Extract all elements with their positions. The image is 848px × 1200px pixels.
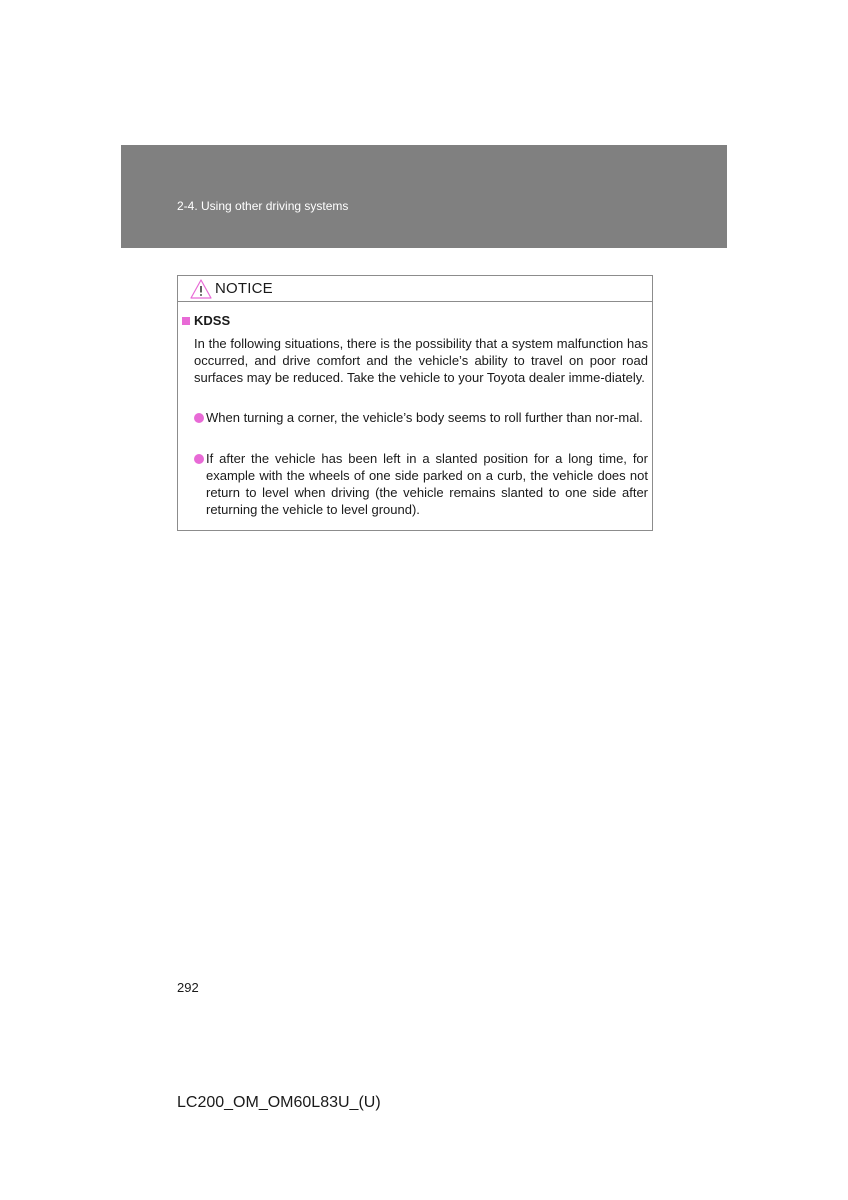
header-band — [121, 145, 727, 248]
document-code: LC200_OM_OM60L83U_(U) — [177, 1094, 381, 1111]
page-number: 292 — [177, 980, 199, 995]
notice-box — [177, 275, 653, 531]
section-title: 2-4. Using other driving systems — [177, 199, 349, 213]
topic-label: KDSS — [194, 313, 231, 328]
notice-header — [178, 276, 652, 302]
list-item-text: When turning a corner, the vehicle’s body seems to roll further than nor-mal. — [206, 410, 643, 425]
square-bullet-icon — [182, 317, 190, 325]
list-item — [194, 450, 648, 518]
circle-bullet-icon — [194, 413, 204, 423]
list-item — [194, 409, 648, 426]
circle-bullet-icon — [194, 454, 204, 464]
list-item-text: If after the vehicle has been left in a slanted position for a long time, for example with the wheels of one side parked on a curb, the vehicle does not return to level when driving (the vehicle remains slanted to one side after returning the vehicle to level ground). — [206, 451, 648, 517]
notice-label: NOTICE — [215, 280, 273, 297]
warning-triangle-icon — [190, 279, 212, 299]
topic-heading — [182, 313, 230, 328]
notice-paragraph: In the following situations, there is the possibility that a system malfunction has occurred, and drive comfort and the vehicle’s ability to travel on poor road surfaces may be reduced. Take the vehicle to your Toyota dealer imme-diately. — [194, 336, 648, 385]
